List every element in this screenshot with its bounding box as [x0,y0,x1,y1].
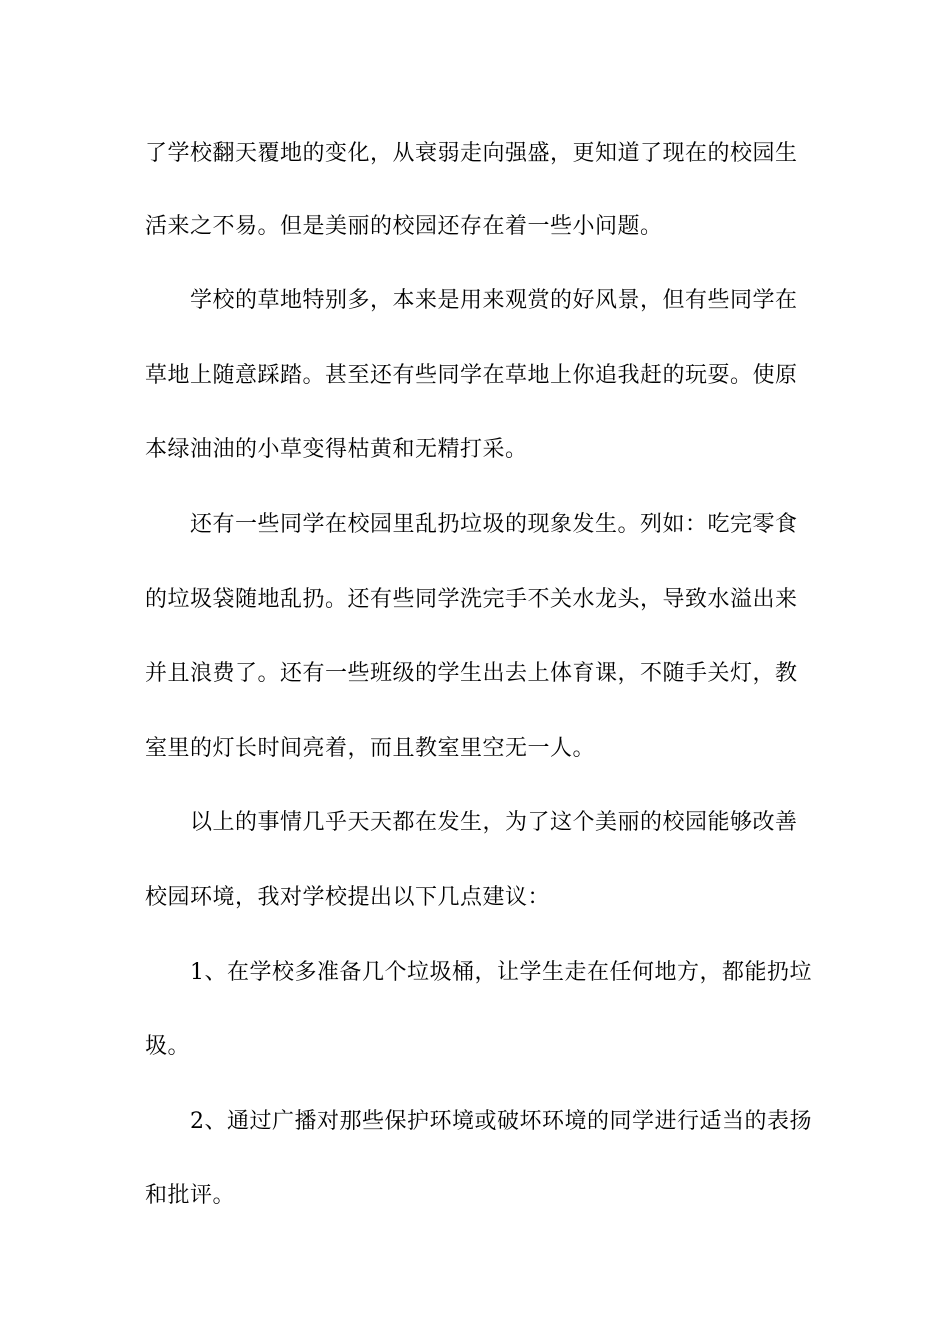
text-line: 本绿油油的小草变得枯黄和无精打采。 [145,437,528,462]
paragraph-start-line: 还有一些同学在校园里乱扔垃圾的现象发生。列如：吃完零食 [190,512,798,537]
text-line: 圾。 [145,1034,191,1059]
text-line: 并且浪费了。还有一些班级的学生出去上体育课，不随手关灯，教 [145,661,798,686]
text-line: 了学校翻天覆地的变化，从衰弱走向强盛，更知道了现在的校园生 [145,141,798,166]
text-line: 的垃圾袋随地乱扔。还有些同学洗完手不关水龙头，导致水溢出来 [145,587,798,612]
list-item-2-line: 2、通过广播对那些保护环境或破坏环境的同学进行适当的表扬 [190,1109,812,1134]
text-line: 校园环境，我对学校提出以下几点建议： [145,885,551,910]
text-line: 和批评。 [145,1183,236,1208]
text-line: 室里的灯长时间亮着，而且教室里空无一人。 [145,736,596,761]
paragraph-start-line: 以上的事情几乎天天都在发生，为了这个美丽的校园能够改善 [190,810,798,835]
text-line: 草地上随意踩踏。甚至还有些同学在草地上你追我赶的玩耍。使原 [145,363,798,388]
paragraph-start-line: 学校的草地特别多，本来是用来观赏的好风景，但有些同学在 [190,288,798,313]
list-item-1-line: 1、在学校多准备几个垃圾桶，让学生走在任何地方，都能扔垃 [190,960,812,985]
text-line: 活来之不易。但是美丽的校园还存在着一些小问题。 [145,214,663,239]
